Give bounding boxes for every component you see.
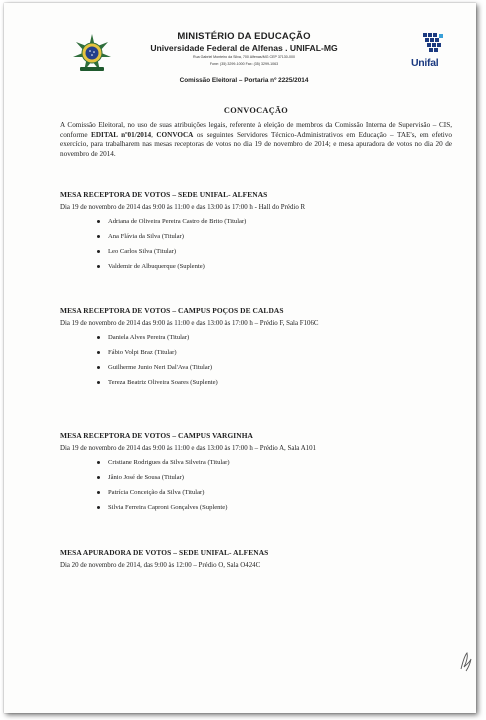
unifal-logo-icon [411,31,453,57]
section-title: MESA RECEPTORA DE VOTOS – CAMPUS POÇOS DE CALDAS [60,306,284,315]
list-item: Silvia Ferreira Caproni Gonçalves (Suplente) [60,503,452,518]
list-item: Adriana de Oliveira Pereira Castro de Brito (Titular) [60,217,452,232]
phone-line: Fone: (35) 3299-1000 Fax: (35) 3299-1063 [209,62,279,66]
section-title: MESA APURADORA DE VOTOS – SEDE UNIFAL- ALFENAS [60,548,269,557]
section-pocos-de-caldas [60,306,452,393]
list-item: Valdemir de Albuquerque (Suplente) [60,262,452,277]
letterhead [4,3,476,98]
section-alfenas [60,190,452,277]
list-item: Ana Flávia da Silva (Titular) [60,232,452,247]
intro-paragraph [60,121,452,159]
list-item: Cristiane Rodrigues da Silva Silveira (Titular) [60,458,452,473]
university-name: Universidade Federal de Alfenas . UNIFAL-MG [150,43,338,53]
section-title: MESA RECEPTORA DE VOTOS – CAMPUS VARGINHA [60,431,253,440]
list-item: Fábio Volpi Braz (Titular) [60,348,452,363]
document-body [60,106,452,569]
document-title: CONVOCAÇÃO [223,106,289,115]
unifal-logo-text: Unifal [411,57,439,69]
list-item: Leo Carlos Silva (Titular) [60,247,452,262]
unifal-logo [411,31,453,77]
address-line: Rua Gabriel Monteiro da Silva, 700 Alfenas/MG CEP 37130-000 [192,55,295,59]
brazil-coat-of-arms-icon [72,33,112,73]
convoca-word: CONVOCA [156,130,194,139]
intro-text: os seguintes Servidores Técnico-Administrativos em Educação – TAE's, em efetivo exercício, para trabalharem nas mesas receptoras de votos no dia 19 de novembro de 2014; e mesa apuradora de votos no dia 20 de novembro de 2014. [60,130,452,158]
intro-text: A Comissão Eleitoral, no uso de suas atribuições legais, referente à eleição de membros da Comissão Interna de Supervisão – CIS, conforme [60,121,452,139]
section-varginha [60,431,452,518]
edital-reference: EDITAL nº01/2014 [91,130,152,139]
list-item: Tereza Beatriz Oliveira Soares (Suplente) [60,378,452,393]
member-list [60,217,452,277]
member-list [60,333,452,393]
list-item: Jânio José de Sousa (Titular) [60,473,452,488]
section-apuradora [60,548,452,569]
list-item: Daniela Alves Pereira (Titular) [60,333,452,348]
ministry-name: MINISTÉRIO DA EDUCAÇÃO [177,31,311,42]
section-schedule: Dia 19 de novembro de 2014 das 9:00 às 11:00 e das 13:00 às 17:00 h – Prédio A, Sala A101 [60,445,317,452]
signature-initials-icon [458,649,474,673]
section-schedule: Dia 19 de novembro de 2014 das 9:00 às 11:00 e das 13:00 às 17:00 h - Hall do Prédio R [60,204,306,211]
list-item: Patrícia Conceição da Silva (Titular) [60,488,452,503]
document-page [4,3,476,713]
member-list [60,458,452,518]
list-item: Guilherme Junio Neri Dal'Ava (Titular) [60,363,452,378]
section-schedule: Dia 20 de novembro de 2014, das 9:00 às 12:00 – Prédio O, Sala O424C [60,562,261,569]
intro-text: , [151,130,157,139]
section-schedule: Dia 19 de novembro de 2014 das 9:00 às 11:00 e das 13:00 às 17:00 h – Prédio F, Sala F106C [60,320,319,327]
committee-title: Comissão Eleitoral – Portaria nº 2225/2014 [179,77,309,84]
section-title: MESA RECEPTORA DE VOTOS – SEDE UNIFAL- ALFENAS [60,190,268,199]
